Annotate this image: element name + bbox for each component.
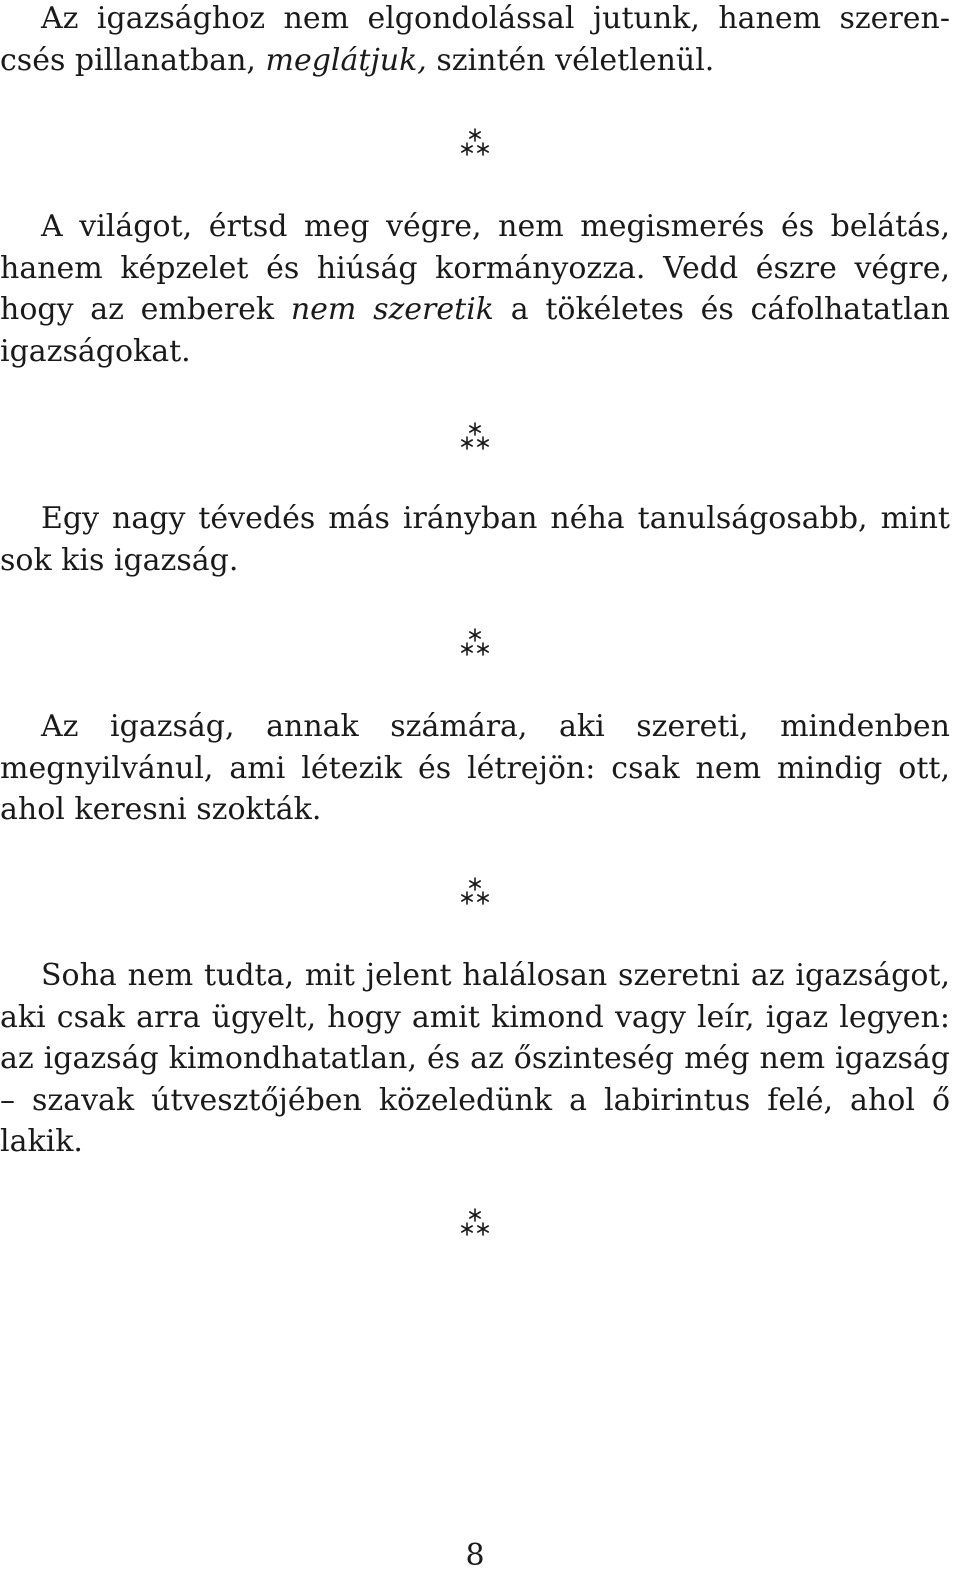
asterism-icon [459, 876, 491, 908]
asterism-icon [459, 127, 491, 159]
asterism-icon [459, 1207, 491, 1239]
asterism-icon [459, 627, 491, 659]
asterism-icon [459, 421, 491, 453]
paragraph-4: Az igazság, annak számára, aki szereti, mindenben megnyilvánul, ami létezik és létrejön: csak nem mindig ott, ahol keresni szokták. [0, 709, 950, 827]
paragraph-1 [0, 0, 950, 81]
paragraph-1-text-start: Az igazsághoz nem elgondolással jutunk, hanem szerencsés pillanatban, [0, 1, 950, 78]
paragraph-2 [0, 206, 950, 372]
paragraph-3: Egy nagy tévedés más irányban néha tanulságosabb, mint sok kis igazság. [0, 501, 950, 578]
paragraph-5: Soha nem tudta, mit jelent halálosan szeretni az igazságot, aki csak arra ügyelt, hogy amit kimond vagy leír, igaz legyen: az igazság kimondhatatlan, és az őszinteség még nem igazság – szavak útvesztőjében közeledünk a labirintus felé, ahol ő lakik. [0, 958, 950, 1159]
paragraph-2-emphasis: nem szeretik [290, 292, 494, 327]
paragraph-1-text-end: szintén véletlenül. [426, 42, 715, 78]
paragraph-2-text-end: a tökéletes és cáfolhatatlan igazságokat. [0, 292, 950, 369]
paragraph-1-emphasis: meglátjuk, [265, 42, 427, 78]
page-number: 8 [465, 1538, 485, 1573]
paragraph-2-text-start: A világot, értsd meg végre, nem megismerés és belátás, hanem képzelet és hiúság kormányozza. Vedd észre végre, hogy az emberek [0, 209, 950, 327]
